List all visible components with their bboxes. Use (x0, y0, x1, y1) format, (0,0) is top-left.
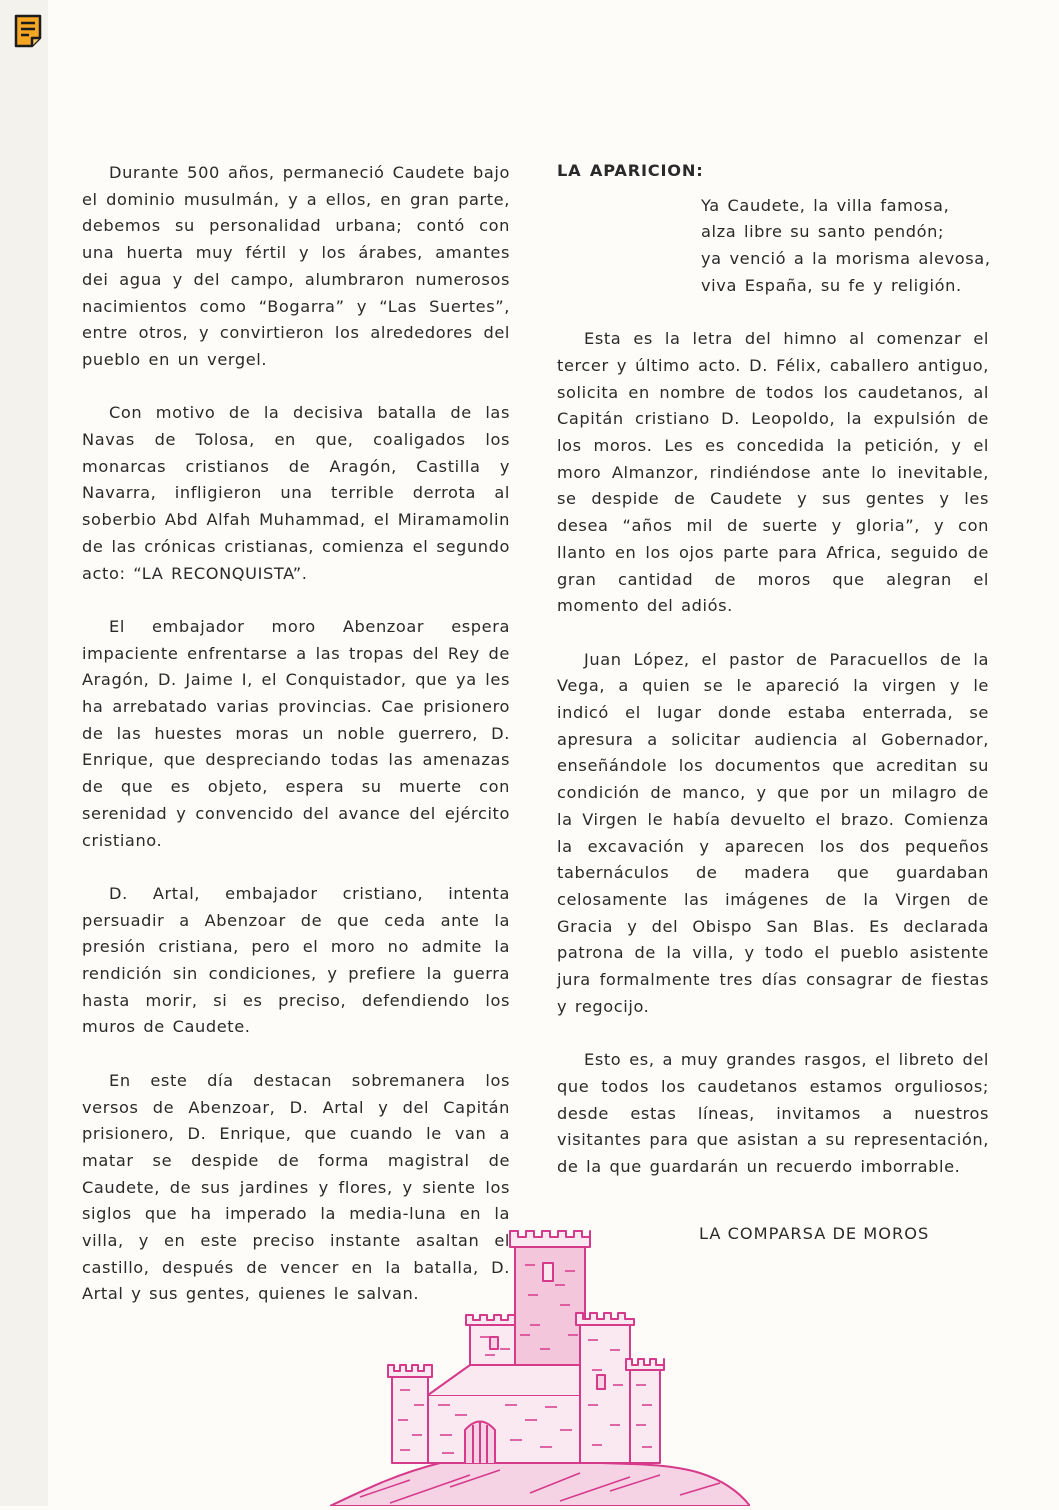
verse-line: Ya Caudete, la villa famosa, (701, 195, 950, 215)
document-icon[interactable] (13, 14, 43, 48)
paragraph: Esto es, a muy grandes rasgos, el libreto del que todos los caudetanos estamos orguliosos; desde estas líneas, invitamos a nuestros visitantes para que asistan a su representación, de la que guardarán un recuerdo imborrable. (557, 1050, 989, 1176)
section-heading: LA APARICION: (557, 161, 704, 180)
left-column (82, 160, 510, 1335)
paragraph: D. Artal, embajador cristiano, intenta persuadir a Abenzoar de que ceda ante la presión cristiana, pero el moro no admite la rendición sin condiciones, y prefiere la guerra hasta morir, si es preciso, defendiendo los muros de Caudete. (82, 883, 510, 1037)
paragraph: En este día destacan sobremanera los versos de Abenzoar, D. Artal y del Capitán prisionero, D. Enrique, que cuando le van a matar se despide de forma magistral de Caudete, de sus jardines y flores, y siente los siglos que ha imperado la media-luna en la villa, y en este preciso instante asaltan el castillo, después de vencer en la batalla, D. Artal y sus gentes, quienes le salvan. (82, 1070, 510, 1304)
paragraph: Durante 500 años, permaneció Caudete bajo el dominio musulmán, y a ellos, en gran parte, debemos su personalidad urbana; contó con una huerta muy fértil y los árabes, amantes dei agua y del campo, alumbraron numerosos nacimientos como “Bogarra” y “Las Suertes”, entre otros, y convirtieron los alrededores del pueblo en un vergel. (82, 163, 510, 369)
paragraph: Esta es la letra del himno al comenzar el tercer y último acto. D. Félix, caballero antiguo, solicita en nombre de todos los caudetanos, al Capitán cristiano D. Leopoldo, la expulsión de los moros. Les es concedida la petición, y el moro Almanzor, rindiéndose ante lo inevitable, se despide de Caudete y sus gentes y les desea “años mil de suerte y gloria”, y con llanto en los ojos parte para Africa, seguido de gran cantidad de moros que alegran el momento del adiós. (557, 329, 989, 616)
verse-line: alza libre su santo pendón; (701, 222, 945, 242)
hymn-verse (701, 193, 989, 300)
paragraph: Juan López, el pastor de Paracuellos de la Vega, a quien se le apareció la virgen y le indicó el lugar donde estaba enterrada, se apresura a solicitar audiencia al Gobernador, enseñándole los documentos que acreditan su condición de manco, y que por un milagro de la Virgen le había devuelto el brazo. Comienza la excavación y aparecen los dos pequeños tabernáculos de madera que guardaban celosamente las imágenes de la Virgen de Gracia y del Obispo San Blas. Es declarada patrona de la villa, y todo el pueblo asistente jura formalmente tres días consagrar de fiestas y regocijo. (557, 649, 989, 1016)
verse-line: ya venció a la morisma alevosa, (701, 249, 991, 269)
paragraph: El embajador moro Abenzoar espera impaciente enfrentarse a las tropas del Rey de Aragón, D. Jaime I, el Conquistador, que ya les ha arrebatado varias provincias. Cae prisionero de las huestes moras un noble guerrero, D. Enrique, que despreciando todas las amenazas de que es objeto, espera su muerte con serenidad y convencido del avance del ejército cristiano. (82, 616, 510, 850)
viewer-sidebar (0, 0, 48, 1506)
right-column (557, 158, 989, 1207)
paragraph: Con motivo de la decisiva batalla de las Navas de Tolosa, en que, coaligados los monarcas cristianos de Aragón, Castilla y Navarra, infligieron una terrible derrota al soberbio Abd Alfah Muhammad, el Miramamolin de las crónicas cristianas, comienza el segundo acto: “LA RECONQUISTA”. (82, 403, 510, 583)
signature: LA COMPARSA DE MOROS (699, 1224, 930, 1243)
verse-line: viva España, su fe y religión. (701, 275, 962, 295)
castle-illustration (330, 1225, 750, 1506)
